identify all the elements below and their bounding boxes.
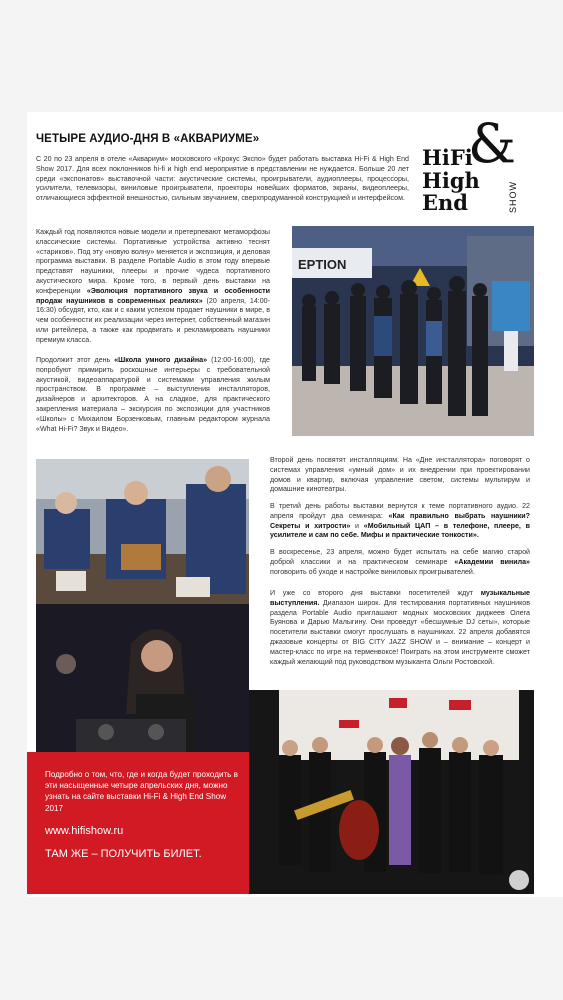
- promo-text: Подробно о том, что, где и когда будет проходить в эти насыщенные четыре апрельских дня, можно узнать на сайте выставки Hi-Fi & High End Show 2017: [45, 770, 238, 813]
- paragraph-installers: Второй день посвятят инсталляциям. На «Дне инсталлятора» поговорят о системах управления «умный дом» и их внедрении при проектировании домов и квартир, включая управление светом, системы мультирум и домашние кинотеатры.: [270, 456, 530, 494]
- logo-ampersand: &: [468, 112, 517, 175]
- dj-photo: [36, 604, 249, 752]
- hifi-show-logo: [418, 112, 533, 217]
- jazz-band-photo: [249, 690, 534, 894]
- logo-word-hifi: HiFi: [422, 145, 473, 170]
- logo-word-show: SHOW: [508, 181, 518, 213]
- vinyl-browsing-photo: [36, 459, 249, 604]
- intro-paragraph: С 20 по 23 апреля в отеле «Аквариум» московского «Крокус Экспо» будет работать выставка Hi-Fi & High End Show 2017. Для всех поклонников hi-fi и high end мероприятие в представлении не нуждается. Больше 20 лет среди «экспонатов» выставочной части: акустические системы, проигрыватели, аудиоплееры, процессоры, усилители, телевизоры, виниловые проигрыватели, проекторы новейших форматов, экраны, видеоплееры, отличающиеся эффектной внешностью, сильным звучанием, сверхпродуманной конструкцией и интерфейсом.: [36, 155, 409, 203]
- logo-word-end: End: [422, 190, 468, 215]
- article-title: ЧЕТЫРЕ АУДИО-ДНЯ В «АКВАРИУМЕ»: [36, 133, 260, 145]
- promo-website-link[interactable]: www.hifishow.ru: [45, 825, 124, 837]
- paragraph-music: И уже со второго дня выставки посетителей ждут музыкальные выступления. Диапазон широк. Для тестирования портативных наушников раздела Portable Audio приглашают модных московских диджеев Олега Буянова и Дарью Малыгину. Они проведут «бесшумные DJ сеты», которые посетители выставки смогут прослушать в наушниках. 22 апреля добавятся джазовые концерты от BIG CITY JAZZ SHOW и – внимание – концерт и мастер-класс по игре на терменвоксе! Поиграть на этом инструменте сможет каждый желающий под руководством музыканта Ольги Ростовской.: [270, 589, 530, 666]
- expo-sign-text: EPTION: [298, 257, 347, 272]
- logo-word-high: High: [422, 168, 480, 193]
- promo-ticket-call: ТАМ ЖЕ – ПОЛУЧИТЬ БИЛЕТ.: [45, 848, 202, 860]
- paragraph-vinyl: В воскресенье, 23 апреля, можно будет испытать на себе магию старой доброй классики и на практическом семинаре «Академии винила» поговорить об уходе и настройке виниловых проигрывателей.: [270, 548, 531, 576]
- paragraph-design-school: Продолжит этот день «Школа умного дизайна» (12:00-16:00), где попробуют примирить роскошные интерьеры с требовательной акустикой, видеоаппаратурой и системами управления жилым пространством. В программе – выступления инсталляторов, дизайнеров и архитекторов. А на сладкое, для практического закрепления материала – экскурсия по экспозиции для участников «Школы» с Михаилом Борзенковым, главным редактором журнала «What Hi-Fi? Звук и Видео».: [36, 356, 270, 433]
- expo-crowd-photo: [292, 226, 534, 436]
- ticket-promo-box: [27, 752, 249, 894]
- paragraph-portable: Каждый год появляются новые модели и претерпевают метаморфозы классические системы. Портативные устройства активно теснят «стариков». Под эту «новую волну» меняется и экспозиция, и деловая программа выставки. В разделе Portable Audio в этом году впервые представят наушники, плееры и прочие чудеса портативного акустического мира. Кроме того, в первый день выставки на конференции «Эволюция портативного звука и особенности продаж наушников в современных реалиях» (20 апреля, 14:00-16:30) обсудят, кто, как и с каким успехом продает наушники в мире, в чем особенности их реализации через интернет, собственный магазин или ритейлера, а также как продвигать и рекламировать наушники премиум класса.: [36, 228, 270, 344]
- paragraph-portable-seminars: В третий день работы выставки вернутся к теме портативного аудио. 22 апреля пройдут два семинара: «Как правильно выбрать наушники? Секреты и хитрости» и «Мобильный ЦАП – в телефоне, плеере, в усилителе и сам по себе. Мифы и практические тонкости».: [270, 502, 531, 540]
